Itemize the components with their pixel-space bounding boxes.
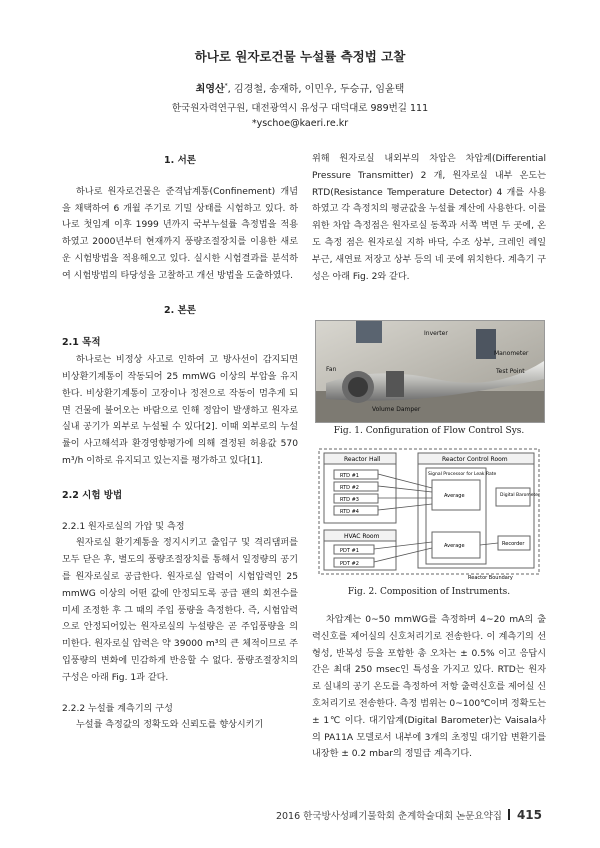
control-room-label: Reactor Control Room — [442, 456, 508, 463]
page-footer — [276, 808, 542, 822]
author-list — [0, 80, 600, 95]
figure-2-caption: Fig. 2. Composition of Instruments. — [347, 587, 511, 597]
intro-paragraph: 하나로 원자로건물은 준격납계통(Confinement) 개념을 채택하여 6 개월 주기로 기밀 상태를 시험하고 있다. 하나로 첫임계 이후 1999 년까지 국부누설률 측정법을 적용하였고 2000년부터 현재까지 풍량조절장치를 이용한 새로운 시험방법을 적용해오고 있다. 실시한 시험결과를 분석하여 시험방법의 타당성을 고찰하고 개선 방법을 도출하였다. — [62, 186, 298, 281]
page-number: 415 — [516, 808, 542, 822]
instrument-composition-diagram — [318, 448, 540, 580]
figure-1-caption: Fig. 1. Configuration of Flow Control Sys. — [333, 426, 525, 436]
pressurize-paragraph: 원자로실 환기계통을 정지시키고 출입구 및 격리댐퍼를 모두 닫은 후, 별도의 풍량조절장치를 통해서 일정량의 공기를 원자로실로 공급한다. 원자로실 압력이 시험압력인 25 mmWG 이상의 어떤 값에 안정되도록 공급 팬의 회전수를 미세 조정한 후 그 때의 주입 풍량을 측정한다. 즉, 시험압력으로 안정되어있는 원자로실의 누설량은 곧 주입풍량을 의미한다. 원자로실 압력은 약 39000 m³의 큰 체적이므로 주입풍량의 변화에 민감하게 반응할 수 없다. 풍량조절장치의 구성은 아래 Fig. 1과 같다. — [62, 538, 298, 683]
subsubsection-heading-pressurize: 2.2.1 원자로실의 가압 및 측정 — [62, 521, 185, 532]
left-column — [62, 153, 298, 734]
hvac-room-label: HVAC Room — [344, 533, 380, 540]
flow-control-system-illustration — [316, 321, 544, 422]
footer-divider — [508, 809, 510, 820]
fig1-label-inverter: Inverter — [424, 330, 448, 337]
figure-2-diagram — [318, 448, 540, 580]
fig1-label-volume-damper: Volume Damper — [372, 406, 421, 413]
rtd-3-label: RTD #3 — [340, 497, 359, 503]
figure-1-photo — [315, 320, 545, 423]
digital-barometer-label: Digital Barometer — [500, 493, 540, 498]
right-column-top — [312, 151, 546, 285]
right-column-bottom — [312, 612, 546, 763]
pdt-1-label: PDT #1 — [340, 548, 359, 554]
rtd-2-label: RTD #2 — [340, 485, 359, 491]
subsection-heading-method: 2.2 시험 방법 — [62, 489, 123, 501]
instruments-continued-paragraph: 위해 원자로실 내외부의 차압은 차압계(Differential Pressure Transmitter) 2 개, 원자로실 내부 온도는 RTD(Resistance Temperature Detector) 4 개를 사용하였고 각 측정치의 평균값을 누설률 계산에 사용한다. 이를 위한 차압 측정점은 원자로실 동쪽과 서쪽 벽면 두 곳에, 온도 측정 점은 원자로실 지하 바닥, 수조 상부, 크레인 레일 부근, 새연료 저장고 상부 등의 네 곳에 위치한다. 계측기 구성은 아래 Fig. 2와 같다. — [312, 154, 546, 282]
subsection-heading-purpose: 2.1 목적 — [62, 337, 101, 349]
reactor-hall-label: Reactor Hall — [344, 456, 381, 463]
pdt-2-label: PDT #2 — [340, 561, 359, 567]
recorder-label: Recorder — [502, 541, 525, 547]
section-heading-body: 2. 본론 — [164, 304, 196, 316]
reactor-boundary-label: Reactor Boundary — [468, 575, 513, 580]
subsubsection-heading-instruments: 2.2.2 누설률 계측기의 구성 — [62, 703, 173, 714]
instruments-paragraph: 누설률 측정값의 정확도와 신뢰도를 향상시키기 — [76, 720, 264, 731]
contact-email: *yschoe@kaeri.re.kr — [251, 118, 349, 129]
purpose-paragraph: 하나로는 비정상 사고로 인하여 고 방사선이 감지되면 비상환기계통이 작동되어 25 mmWG 이상의 부압을 유지한다. 비상환기계통이 고장이나 정전으로 작동이 멈추게 되면 건물에 불어오는 바람으로 인해 정압이 발생하고 원자로 실내 공기가 외부로 누설될 수 있다[2]. 이때 외부로의 누설률이 사고해석과 환경영향평가에 의해 결정된 허용값 570 m³/h 이하로 유지되고 있는지를 평가하고 있다[1]. — [62, 355, 298, 466]
average-2-label: Average — [444, 543, 465, 549]
differential-pressure-paragraph: 차압계는 0~50 mmWG를 측정하며 4~20 mA의 출력신호를 제어실의 신호처리기로 전송한다. 이 계측기의 선형성, 반복성 등을 포함한 총 오차는 ± 0.5% 이고 응답시간은 최대 250 msec인 특성을 가지고 있다. RTD는 원자로 실내의 공기 온도를 측정하여 저항 출력신호를 제어실 신호처리기로 전송한다. 측정 범위는 0~100℃이며 정확도는 ± 1℃ 이다. 대기압계(Digital Barometer)는 Vaisala사의 PA11A 모델로서 내부에 3개의 초정밀 대기압 변환기를 내장한 ± 0.2 mbar의 정밀급 계측기다. — [312, 615, 547, 760]
paper-title: 하나로 원자로건물 누설률 측정법 고찰 — [194, 49, 406, 64]
fig1-label-fan: Fan — [326, 366, 337, 373]
signal-processor-label: Signal Processor for Leak Rate — [428, 472, 497, 477]
lead-author: 최영산 — [195, 84, 225, 95]
section-heading-intro: 1. 서론 — [164, 155, 196, 166]
corresponding-mark: * — [224, 82, 228, 90]
rtd-4-label: RTD #4 — [340, 509, 359, 515]
average-1-label: Average — [444, 493, 465, 499]
fig1-label-test-point: Test Point — [496, 368, 525, 375]
fig1-label-manometer: Manometer — [494, 350, 529, 357]
co-authors: , 김경철, 송재하, 이민우, 두승규, 임윤택 — [227, 84, 405, 95]
rtd-1-label: RTD #1 — [340, 473, 359, 479]
affiliation: 한국원자력연구원, 대전광역시 유성구 대덕대로 989번길 111 — [171, 103, 429, 114]
footer-proceedings-label: 2016 한국방사성폐기물학회 춘계학술대회 논문요약집 — [275, 811, 502, 822]
